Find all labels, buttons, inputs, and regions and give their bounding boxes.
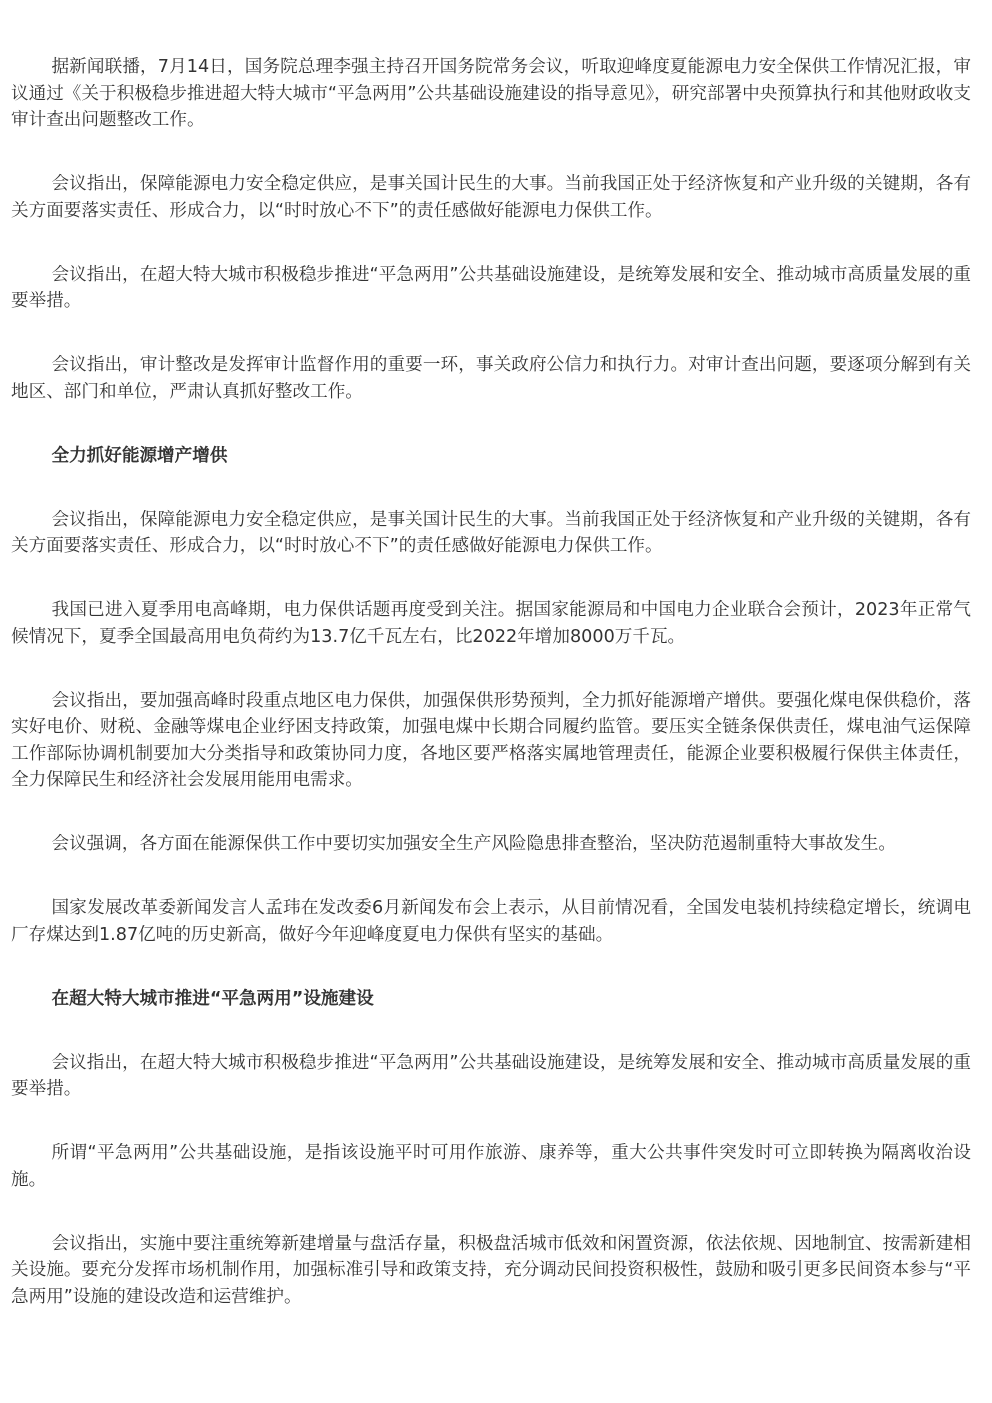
paragraph-peak-power-supply: 会议指出，要加强高峰时段重点地区电力保供，加强保供形势预判，全力抓好能源增产增供。要强化煤电保供稳价，落实好电价、财税、金融等煤电企业纾困支持政策，加强电煤中长期合同履约监管。要压实全链条保供责任，煤电油气运保障工作部际协调机制要加大分类指导和政策协同力度，各地区要严格落实属地管理责任，能源企业要积极履行保供主体责任，全力保障民生和经济社会发展用能用电需求。 xyxy=(11,690,971,790)
paragraph-energy-supply-repeat: 会议指出，保障能源电力安全稳定供应，是事关国计民生的大事。当前我国正处于经济恢复和产业升级的关键期，各有关方面要落实责任、形成合力，以“时时放心不下”的责任感做好能源电力保供工作。 xyxy=(11,509,971,556)
paragraph-energy-supply: 会议指出，保障能源电力安全稳定供应，是事关国计民生的大事。当前我国正处于经济恢复和产业升级的关键期，各有关方面要落实责任、形成合力，以“时时放心不下”的责任感做好能源电力保供工作。 xyxy=(11,174,971,221)
paragraph-intro: 据新闻联播，7月14日，国务院总理李强主持召开国务院常务会议，听取迎峰度夏能源电力安全保供工作情况汇报，审议通过《关于积极稳步推进超大特大城市“平急两用”公共基础设施建设的指导意见》，研究部署中央预算执行和其他财政收支审计查出问题整改工作。 xyxy=(11,57,971,130)
article-body xyxy=(11,54,971,1348)
paragraph-ndrc-spokesperson: 国家发展改革委新闻发言人孟玮在发改委6月新闻发布会上表示，从目前情况看，全国发电装机持续稳定增长，统调电厂存煤达到1.87亿吨的历史新高，做好今年迎峰度夏电力保供有坚实的基础。 xyxy=(11,898,971,945)
section-heading-dual-use: 在超大特大城市推进“平急两用”设施建设 xyxy=(51,988,374,1009)
section-heading-energy: 全力抓好能源增产增供 xyxy=(51,445,228,466)
paragraph-dual-use-implementation: 会议指出，实施中要注重统筹新建增量与盘活存量，积极盘活城市低效和闲置资源，依法依规、因地制宜、按需新建相关设施。要充分发挥市场机制作用，加强标准引导和政策支持，充分调动民间投资积极性，鼓励和吸引更多民间资本参与“平急两用”设施的建设改造和运营维护。 xyxy=(11,1233,971,1307)
paragraph-dual-use-facilities: 会议指出，在超大特大城市积极稳步推进“平急两用”公共基础设施建设，是统筹发展和安全、推动城市高质量发展的重要举措。 xyxy=(11,264,971,311)
paragraph-audit-rectification: 会议指出，审计整改是发挥审计监督作用的重要一环，事关政府公信力和执行力。对审计查出问题，要逐项分解到有关地区、部门和单位，严肃认真抓好整改工作。 xyxy=(11,355,971,402)
paragraph-dual-use-importance: 会议指出，在超大特大城市积极稳步推进“平急两用”公共基础设施建设，是统筹发展和安全、推动城市高质量发展的重要举措。 xyxy=(11,1052,971,1099)
paragraph-safety-production: 会议强调，各方面在能源保供工作中要切实加强安全生产风险隐患排查整治，坚决防范遏制重特大事故发生。 xyxy=(51,834,896,854)
paragraph-summer-peak-load: 我国已进入夏季用电高峰期，电力保供话题再度受到关注。据国家能源局和中国电力企业联合会预计，2023年正常气候情况下，夏季全国最高用电负荷约为13.7亿千瓦左右，比2022年增加8000万千瓦。 xyxy=(11,600,971,647)
paragraph-dual-use-definition: 所谓“平急两用”公共基础设施，是指该设施平时可用作旅游、康养等，重大公共事件突发时可立即转换为隔离收治设施。 xyxy=(11,1143,971,1190)
